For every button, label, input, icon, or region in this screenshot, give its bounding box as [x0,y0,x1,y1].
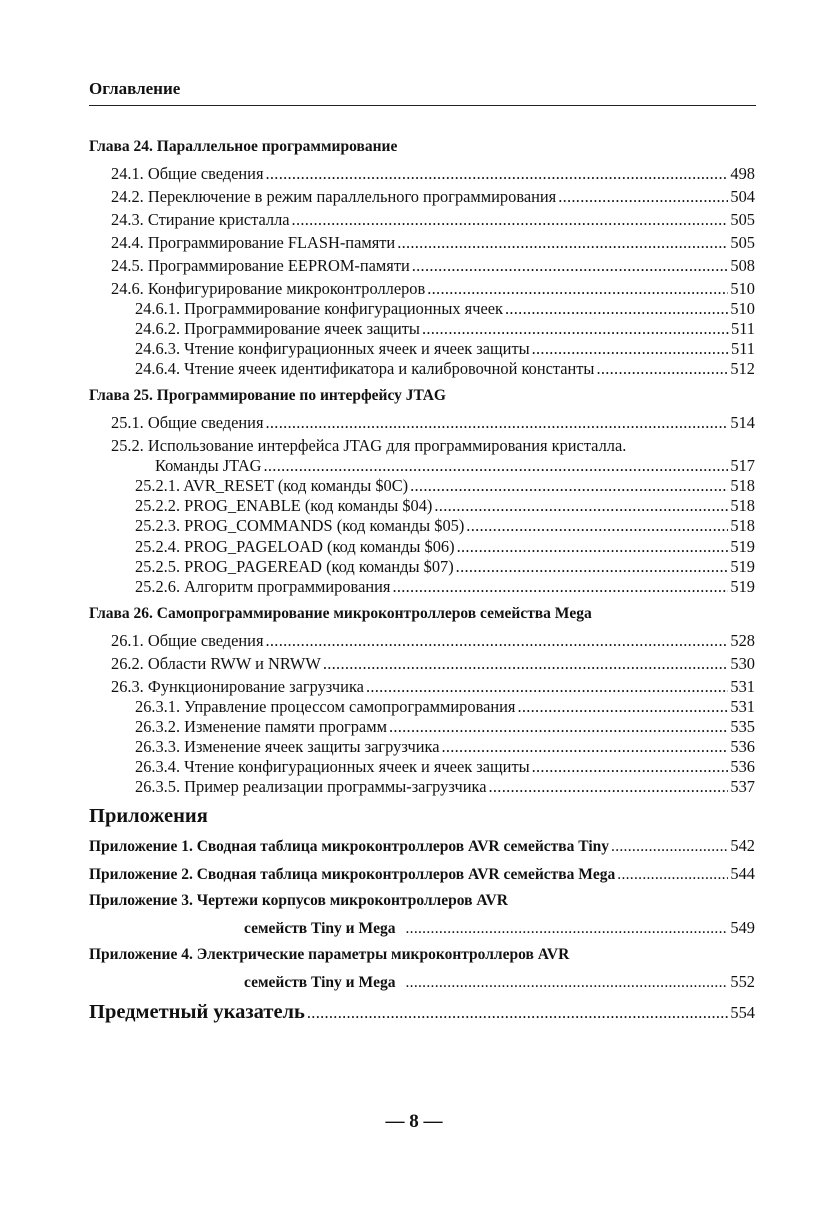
entry-title: 26.3.4. Чтение конфигурационных ячеек и ячеек защиты [135,757,530,776]
entry-title: 24.6.3. Чтение конфигурационных ячеек и ячеек защиты [135,339,530,358]
entry-page: 508 [730,256,755,275]
entry-page: 552 [730,972,755,991]
entry-page: 518 [730,476,755,495]
entry-page: 510 [730,299,755,318]
toc-subentry[interactable] [89,359,755,379]
leader-dots [456,557,729,577]
entry-page: 504 [730,187,755,206]
leader-dots [389,717,728,737]
leader-dots [366,677,728,697]
entry-title: 25.2.6. Алгоритм программирования [135,577,391,596]
entry-title: 26.3.1. Управление процессом самопрограммирования [135,697,516,716]
entry-title: 26.3. Функционирование загрузчика [111,677,364,696]
entry-page: 536 [730,757,755,776]
leader-dots [292,210,729,230]
entry-page: 519 [730,557,755,576]
leader-dots [532,339,729,359]
toc-subentry[interactable] [89,737,755,757]
chapter-25-title: Глава 25. Программирование по интерфейсу JTAG [89,387,446,404]
toc-entry[interactable] [89,256,755,276]
entry-page: 518 [730,496,755,515]
entry-title: 25.2.2. PROG_ENABLE (код команды $04) [135,496,433,515]
entry-page: 511 [731,339,755,358]
entry-title: 25.2.5. PROG_PAGEREAD (код команды $07) [135,557,454,576]
toc-subentry[interactable] [89,496,755,516]
leader-dots [264,456,729,476]
leader-dots [410,476,728,496]
leader-dots [505,299,728,319]
leader-dots [617,865,728,885]
entry-title: 26.3.5. Пример реализации программы-загрузчика [135,777,487,796]
entry-title: 24.4. Программирование FLASH-памяти [111,233,396,252]
leader-dots [434,496,728,516]
toc-subentry[interactable] [89,476,755,496]
leader-dots [517,697,728,717]
entry-page: 519 [730,537,755,556]
toc-entry[interactable] [89,279,755,299]
entry-title: 26.1. Общие сведения [111,631,264,650]
appendix-2-entry[interactable] [89,864,755,885]
entry-title: 25.2.3. PROG_COMMANDS (код команды $05) [135,516,465,535]
toc-subentry[interactable] [89,557,755,577]
leader-dots [441,737,728,757]
entry-title: Приложение 2. Сводная таблица микроконтроллеров AVR семейства Mega [89,866,616,883]
leader-dots [405,919,728,939]
leader-dots [457,537,729,557]
toc-entry[interactable] [89,210,755,230]
toc-entry[interactable] [89,654,755,674]
header-rule [89,105,756,106]
toc-subentry[interactable] [89,339,755,359]
entry-page: 530 [730,654,755,673]
entry-title: 24.5. Программирование EEPROM-памяти [111,256,410,275]
leader-dots [466,516,728,536]
leader-dots [266,164,729,184]
entry-page: 536 [730,737,755,756]
entry-page: 517 [730,456,755,475]
entry-page: 505 [730,210,755,229]
toc-subentry[interactable] [89,717,755,737]
entry-title: Приложение 1. Сводная таблица микроконтроллеров AVR семейства Tiny [89,838,610,855]
entry-title: 26.3.3. Изменение ячеек защиты загрузчика [135,737,440,756]
entry-title: Команды JTAG [155,456,262,475]
leader-dots [611,837,728,857]
appendices-heading: Приложения [89,805,208,827]
leader-dots [596,359,728,379]
leader-dots [412,256,729,276]
subject-index-entry[interactable] [89,1000,755,1025]
entry-title: семейств Tiny и Mega [244,974,396,991]
entry-page: 554 [730,1003,755,1022]
entry-page: 518 [730,516,755,535]
toc-subentry[interactable] [89,577,755,597]
entry-title: Предметный указатель [89,1001,305,1023]
entry-title: 24.6.4. Чтение ячеек идентификатора и калибровочной константы [135,359,595,378]
entry-title: семейств Tiny и Mega [244,920,396,937]
leader-dots [307,1001,729,1025]
leader-dots [532,757,729,777]
entry-page: 512 [730,359,755,378]
leader-dots [558,187,728,207]
toc-subentry[interactable] [89,537,755,557]
entry-page: 510 [730,279,755,298]
leader-dots [422,319,729,339]
entry-title: 25.1. Общие сведения [111,413,264,432]
leader-dots [489,777,729,797]
toc-entry[interactable] [89,233,755,253]
toc-subentry[interactable] [89,697,755,717]
toc-entry[interactable] [89,164,755,184]
appendix-4-line2[interactable] [89,972,755,993]
chapter-24-title: Глава 24. Параллельное программирование [89,138,398,155]
toc-subentry[interactable] [89,757,755,777]
entry-page: 535 [730,717,755,736]
entry-page: 498 [730,164,755,183]
appendix-1-entry[interactable] [89,836,755,857]
entry-title: 26.3.2. Изменение памяти программ [135,717,387,736]
entry-page: 531 [730,677,755,696]
page-header: Оглавление [89,79,181,98]
entry-page: 531 [730,697,755,716]
toc-entry-line1[interactable]: 25.2. Использование интерфейса JTAG для программирования кристалла. [111,436,627,455]
entry-title: 24.3. Стирание кристалла [111,210,290,229]
entry-title: 24.6.2. Программирование ячеек защиты [135,319,420,338]
entry-page: 549 [730,918,755,937]
entry-page: 544 [730,864,755,883]
entry-title: 24.6.1. Программирование конфигурационных ячеек [135,299,503,318]
toc-subentry[interactable] [89,319,755,339]
entry-title: 25.2.4. PROG_PAGELOAD (код команды $06) [135,537,455,556]
entry-page: 528 [730,631,755,650]
toc-entry[interactable] [89,413,755,433]
leader-dots [405,973,728,993]
leader-dots [427,279,728,299]
page-number: — 8 — [385,1111,443,1132]
leader-dots [266,413,729,433]
appendix-3-line2[interactable] [89,918,755,939]
entry-title: 24.6. Конфигурирование микроконтроллеров [111,279,426,298]
toc-entry[interactable] [89,187,755,207]
leader-dots [397,233,728,253]
toc-entry[interactable] [89,631,755,651]
toc-subentry[interactable] [89,516,755,536]
entry-page: 542 [730,836,755,855]
entry-title: 24.2. Переключение в режим параллельного программирования [111,187,557,206]
toc-subentry[interactable] [89,777,755,797]
leader-dots [323,654,729,674]
appendix-3-line1[interactable]: Приложение 3. Чертежи корпусов микроконтроллеров AVR [89,892,508,909]
appendix-4-line1[interactable]: Приложение 4. Электрические параметры микроконтроллеров AVR [89,946,570,963]
leader-dots [392,577,728,597]
entry-page: 505 [730,233,755,252]
entry-page: 514 [730,413,755,432]
entry-title: 26.2. Области RWW и NRWW [111,654,321,673]
entry-page: 537 [730,777,755,796]
toc-subentry[interactable] [89,299,755,319]
entry-title: 25.2.1. AVR_RESET (код команды $0C) [135,476,409,495]
entry-page: 519 [730,577,755,596]
chapter-26-title: Глава 26. Самопрограммирование микроконтроллеров семейства Mega [89,605,592,622]
entry-page: 511 [731,319,755,338]
entry-title: 24.1. Общие сведения [111,164,264,183]
leader-dots [266,631,729,651]
toc-entry-line2[interactable] [89,456,755,476]
toc-entry[interactable] [89,677,755,697]
